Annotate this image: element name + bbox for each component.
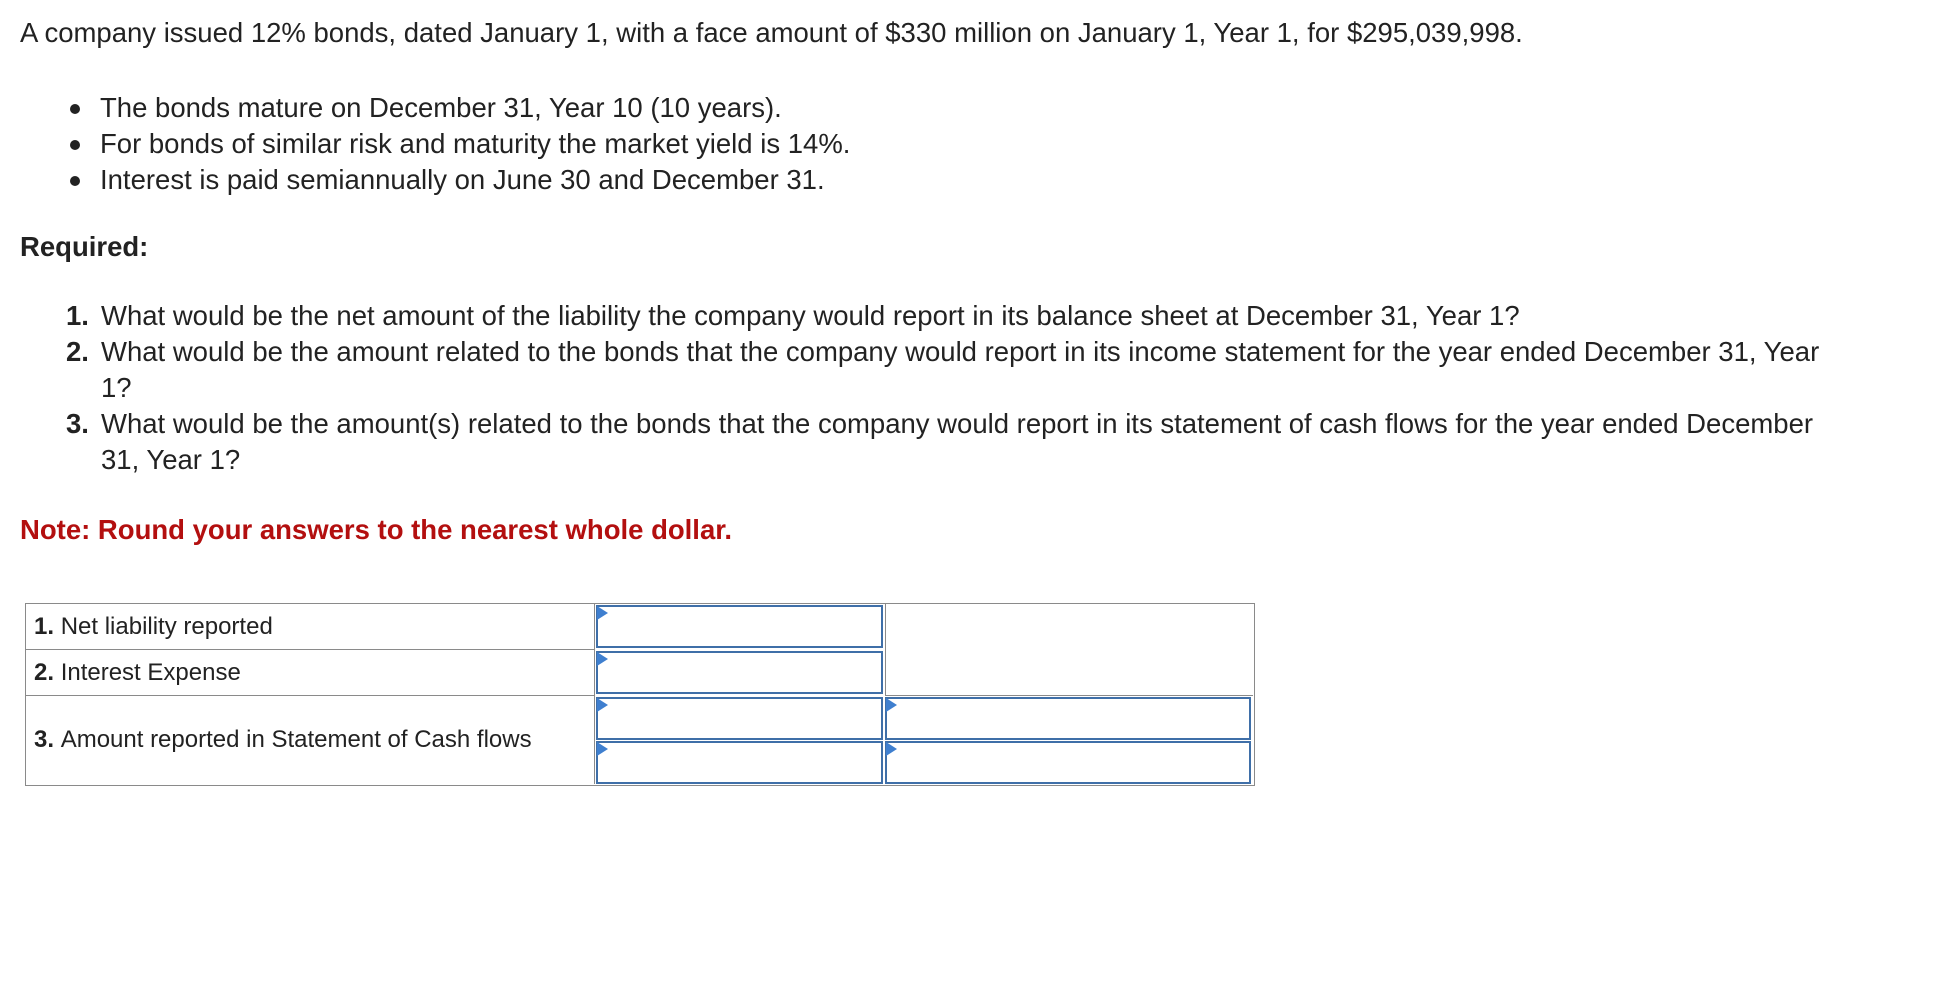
empty-answer-cell: [885, 604, 1253, 696]
row-label-text: Interest Expense: [60, 658, 241, 686]
bullet-item: [62, 126, 850, 162]
bullet-text: For bonds of similar risk and maturity the market yield is 14%.: [100, 128, 851, 159]
question-number: 3.: [66, 408, 89, 439]
row-label-cash-flows: [26, 696, 595, 784]
cash-flow-amount-input-1[interactable]: [596, 697, 883, 740]
row-label-text: Amount reported in Statement of Cash flows: [60, 726, 532, 753]
bullet-item: [62, 162, 850, 198]
row-label-text: Net liability reported: [60, 612, 273, 640]
bullet-item: [62, 90, 850, 126]
question-text: What would be the net amount of the liability the company would report in its balance sheet at December 31, Year 1?: [101, 300, 1520, 331]
row-label-net-liability: [26, 604, 595, 649]
problem-intro: A company issued 12% bonds, dated January 1, with a face amount of $330 million on January 1, Year 1, for $295,039,998.: [20, 17, 1523, 48]
question-item: [60, 406, 1840, 478]
rounding-note: Note: Round your answers to the nearest whole dollar.: [20, 514, 733, 545]
bullet-dot-icon: [70, 104, 80, 114]
bullet-text: The bonds mature on December 31, Year 10 (10 years).: [100, 92, 782, 123]
bullet-text: Interest is paid semiannually on June 30 and December 31.: [100, 164, 825, 195]
bullet-dot-icon: [70, 176, 80, 186]
question-text: What would be the amount related to the bonds that the company would report in its income statement for the year ended December 31, Year 1?: [101, 336, 1820, 403]
problem-bullet-list: [62, 90, 850, 198]
row-number: 1.: [34, 612, 55, 640]
question-number: 1.: [66, 300, 89, 331]
net-liability-input[interactable]: [596, 605, 883, 648]
question-item: [60, 298, 1840, 334]
cash-flow-label-input-2[interactable]: [885, 741, 1251, 784]
cash-flow-amount-input-2[interactable]: [596, 741, 883, 784]
answer-table: [25, 603, 1255, 786]
row-number: 3.: [34, 726, 55, 753]
interest-expense-input[interactable]: [596, 651, 883, 694]
bullet-dot-icon: [70, 140, 80, 150]
cash-flow-label-input-1[interactable]: [885, 697, 1251, 740]
question-list: [60, 298, 1840, 478]
row-label-interest-expense: [26, 650, 595, 695]
question-item: [60, 334, 1840, 406]
required-heading: Required:: [20, 231, 149, 262]
question-number: 2.: [66, 336, 89, 367]
question-text: What would be the amount(s) related to the bonds that the company would report in its statement of cash flows for the year ended December 31, Year 1?: [101, 408, 1814, 475]
row-number: 2.: [34, 658, 55, 686]
